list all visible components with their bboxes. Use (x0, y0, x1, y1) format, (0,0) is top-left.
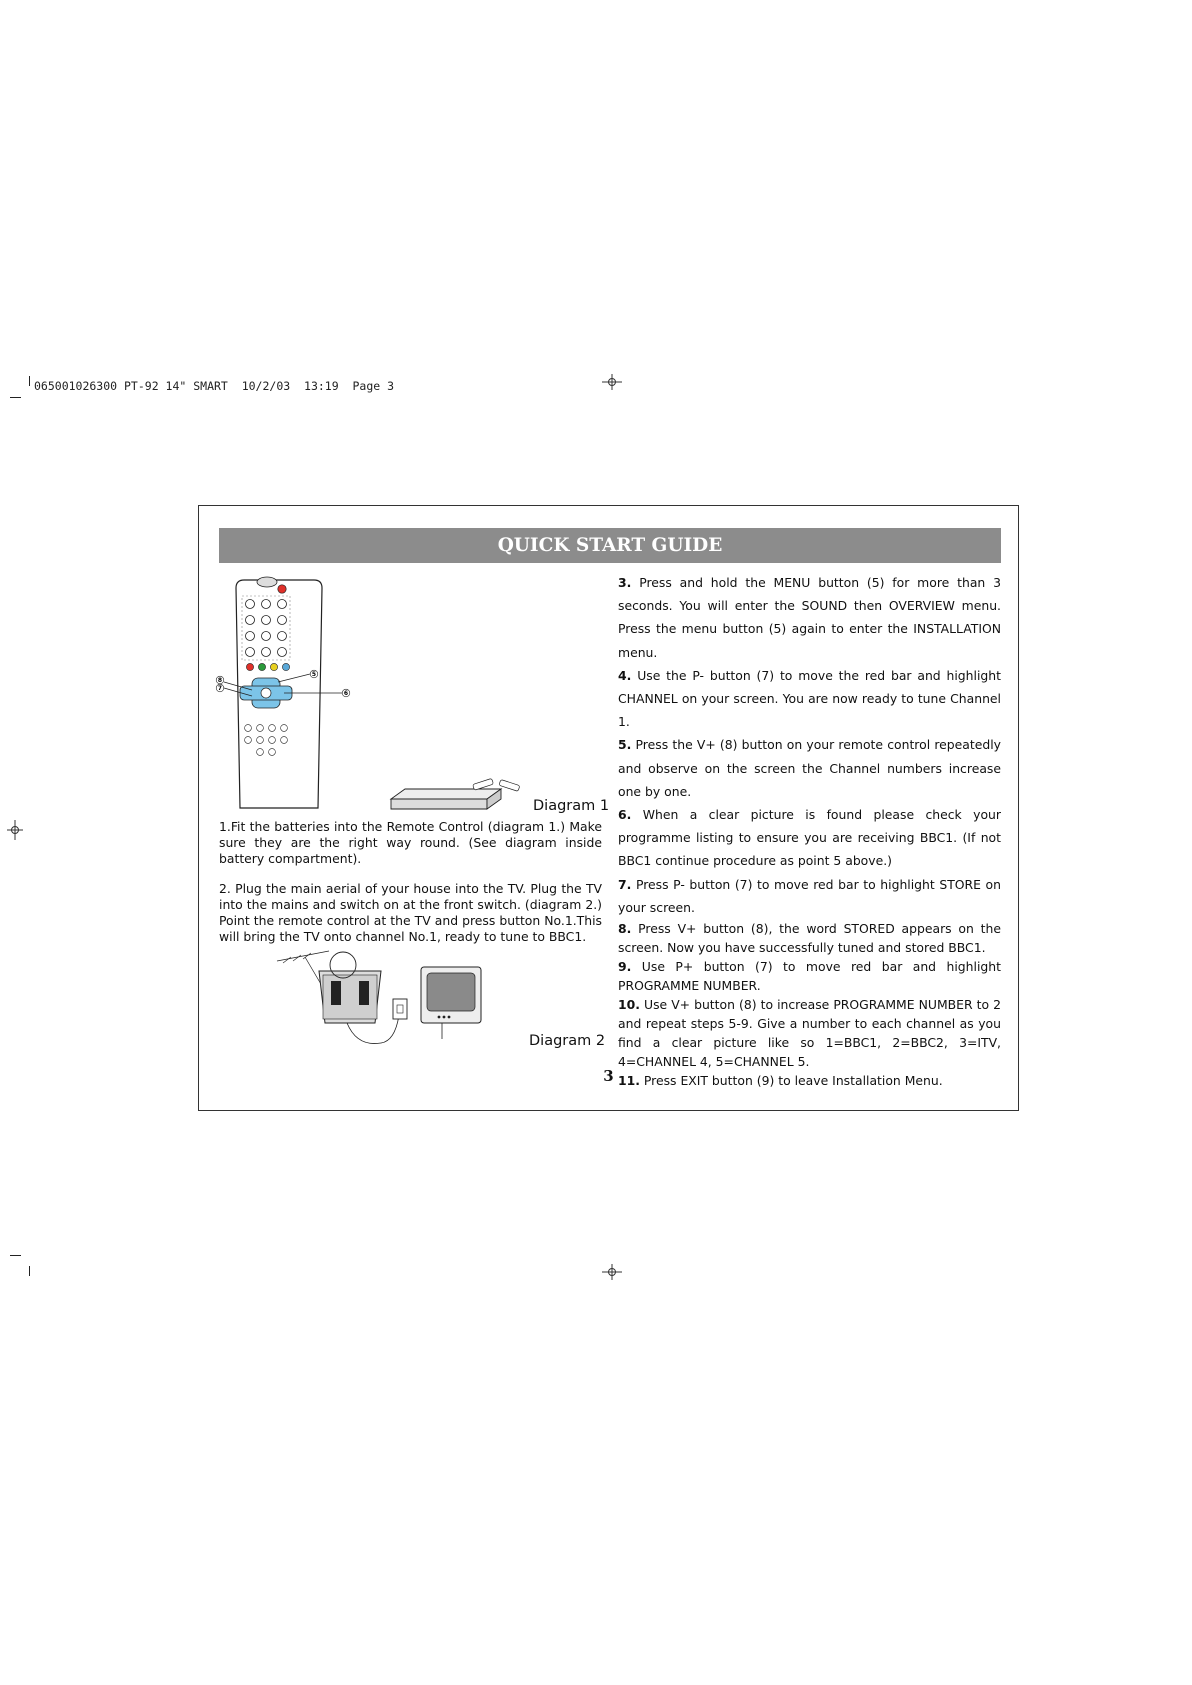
step-4: 4. Use the P- button (7) to move the red bar and highlight CHANNEL on your screen. You are now ready to tune Channel 1. (618, 667, 1001, 730)
step-9: 9. Use P+ button (7) to move red bar and highlight PROGRAMME NUMBER. (618, 959, 1001, 994)
diagram-1-label: Diagram 1 (533, 798, 610, 814)
crop-mark-bottom-left-v (29, 1266, 30, 1276)
tv-connection-illustration (277, 951, 517, 1051)
right-steps (618, 571, 1001, 1090)
battery-compartment-illustration (389, 781, 529, 816)
callout-5: 5 (311, 671, 317, 679)
step-8: 8. Press V+ button (8), the word STORED appears on the screen. Now you have successfully tuned and stored BBC1. (618, 921, 1001, 956)
registration-mark-left (7, 820, 23, 840)
registration-mark-bottom (602, 1264, 622, 1280)
page-number: 3 (603, 1067, 614, 1085)
step-6: 6. When a clear picture is found please check your programme listing to ensure you are receiving BBC1. (If not BBC1 continue procedure as point 5 above.) (618, 807, 1001, 869)
step-2-text: 2. Plug the main aerial of your house into the TV. Plug the TV into the mains and switch on at the front switch. (diagram 2.) Point the remote control at the TV and press button No.1.This will bring the TV onto channel No.1, ready to tune to BBC1. (219, 881, 602, 944)
print-slug: 065001026300 PT-92 14" SMART 10/2/03 13:19 Page 3 (34, 379, 395, 393)
crop-mark-top-left (10, 397, 21, 398)
step-1-text: 1.Fit the batteries into the Remote Control (diagram 1.) Make sure they are the right way round. (See diagram inside battery compartment). (219, 819, 602, 866)
diagram-2-label: Diagram 2 (529, 1033, 606, 1049)
crop-mark-top-left-v (29, 376, 30, 386)
step-3: 3. Press and hold the MENU button (5) for more than 3 seconds. You will enter the SOUND then OVERVIEW menu. Press the menu button (5) again to enter the INSTALLATION menu. (618, 575, 1001, 660)
registration-mark-top (602, 374, 622, 390)
callout-8: 8 (217, 677, 223, 685)
callout-6: 6 (343, 690, 349, 698)
callout-7: 7 (217, 685, 223, 693)
power-button (278, 585, 286, 593)
step-10: 10. Use V+ button (8) to increase PROGRAMME NUMBER to 2 and repeat steps 5-9. Give a number to each channel as you find a clear picture like so 1=BBC1, 2=BBC2, 3=ITV, 4=CHANNEL 4, 5=CHANNEL 5. (618, 997, 1001, 1070)
step-7: 7. Press P- button (7) to move red bar to highlight STORE on your screen. (618, 876, 1001, 915)
quick-start-guide-frame (198, 505, 1019, 1111)
step-5: 5. Press the V+ (8) button on your remote control repeatedly and observe on the screen the Channel numbers increase one by one. (618, 737, 1001, 799)
crop-mark-bottom-left (10, 1255, 21, 1256)
remote-control-illustration (217, 578, 349, 813)
guide-title: QUICK START GUIDE (219, 528, 1001, 563)
step-11: 11. Press EXIT button (9) to leave Installation Menu. (618, 1073, 943, 1089)
